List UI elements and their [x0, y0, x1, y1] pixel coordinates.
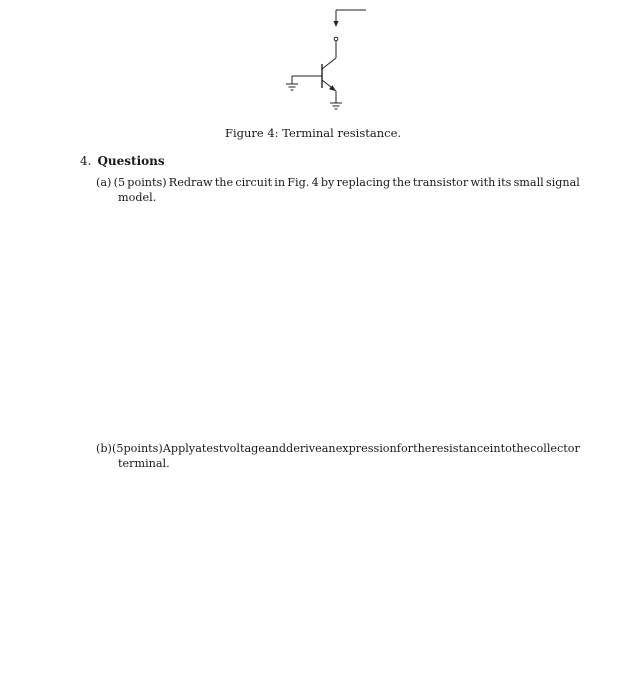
question-a-line1: (a) (5 points) Redraw the circuit in Fig. 4 by replacing the transistor with its small signal: [96, 176, 580, 189]
question-item-a: [96, 175, 580, 205]
question-b-line1: (b) (5 points) Apply a test voltage and derive an expression for the resistance into the collector: [96, 442, 580, 455]
collector-terminal: [334, 37, 338, 41]
question-b-label: (b): [96, 442, 112, 455]
question-b-line2: terminal.: [118, 457, 170, 470]
section-heading: [80, 154, 165, 168]
collector-diagonal: [322, 58, 336, 69]
figure-caption: Figure 4: Terminal resistance.: [224, 126, 402, 140]
section-title: Questions: [97, 154, 165, 168]
question-item-b: [96, 441, 580, 471]
section-number: 4.: [80, 154, 92, 168]
question-a-line2: model.: [118, 191, 157, 204]
transistor-circuit-figure: [280, 0, 370, 115]
question-a-label: (a): [96, 176, 112, 189]
current-arrow-icon: [334, 21, 339, 27]
